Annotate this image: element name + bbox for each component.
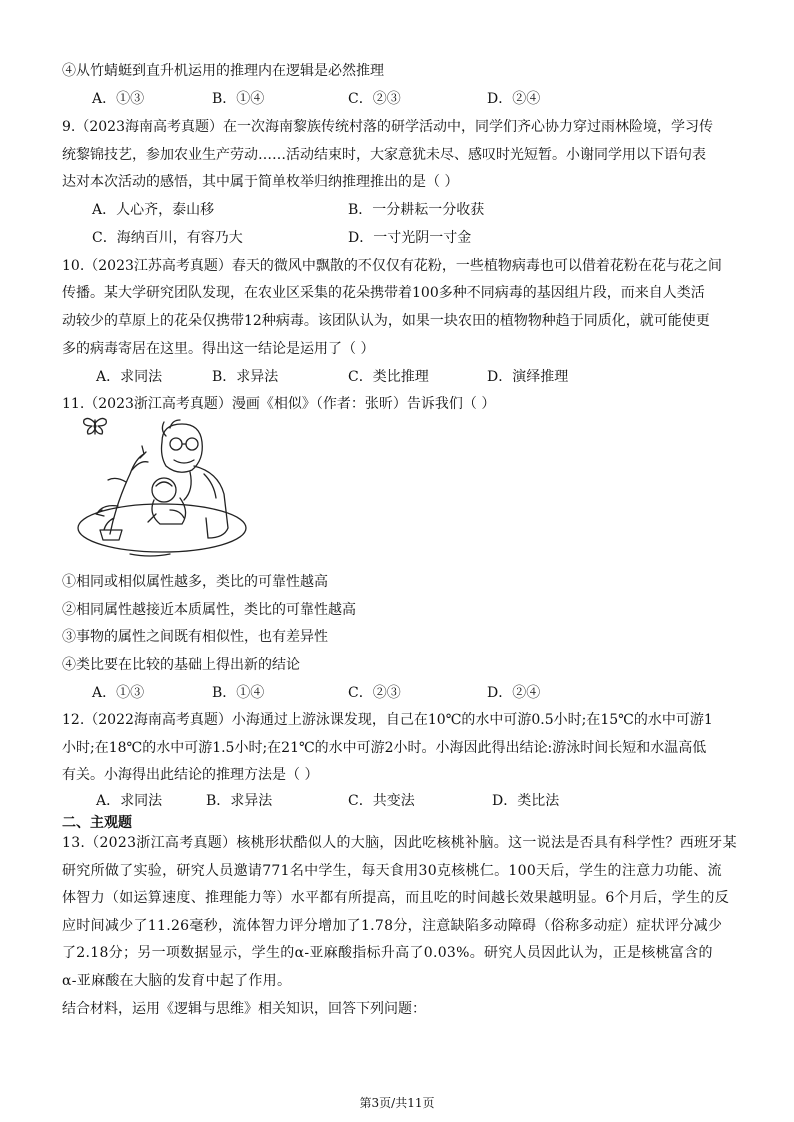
q12-option-c: C．共变法 [348, 793, 415, 809]
q10-text-line: 动较少的草原上的花朵仅携带12种病毒。该团队认为，如果一块农田的植物物种趋于同质化，就可能使更 [62, 313, 710, 329]
q13-text-line: α-亚麻酸在大脑的发育中起了作用。 [62, 973, 292, 989]
q13-text-line: 了2.18分；另一项数据显示，学生的α-亚麻酸指标升高了0.03%。研究人员因此认为，正是核桃富含的 [62, 945, 713, 961]
q8-option-a: A．①③ [92, 91, 145, 107]
q10-option-a: A．求同法 [96, 369, 163, 385]
q12-option-b: B．求异法 [206, 793, 273, 809]
q9-text-line: 统黎锦技艺，参加农业生产劳动……活动结束时，大家意犹未尽、感叹时光短暂。小谢同学用以下语句表 [62, 147, 706, 163]
q8-option-c: C．②③ [348, 91, 401, 107]
q9-option-c: C．海纳百川，有容乃大 [92, 230, 243, 246]
q11-statement-4: ④类比要在比较的基础上得出新的结论 [62, 657, 300, 673]
q10-text-line: 多的病毒寄居在这里。得出这一结论是运用了（ ） [62, 341, 375, 357]
butterfly-icon [84, 418, 107, 434]
q10-option-c: C．类比推理 [348, 369, 429, 385]
section-heading: 二、主观题 [62, 815, 132, 831]
q13-text-line: 13.（2023浙江高考真题）核桃形状酷似人的大脑，因此吃核桃补脑。这一说法是否具有科学性？西班牙某 [62, 835, 737, 851]
q8-option-b: B．①④ [212, 91, 265, 107]
q12-option-d: D．类比法 [492, 793, 560, 809]
q8-statement-4: ④从竹蜻蜓到直升机运用的推理内在逻辑是必然推理 [62, 63, 384, 79]
q10-option-b: B．求异法 [212, 369, 279, 385]
cartoon-illustration [70, 414, 250, 560]
q10-text-line: 10.（2023江苏高考真题）春天的微风中飘散的不仅仅有花粉，一些植物病毒也可以借着花粉在花与花之间 [62, 258, 722, 274]
q9-option-d: D．一寸光阴一寸金 [348, 230, 472, 246]
q11-statement-2: ②相同属性越接近本质属性，类比的可靠性越高 [62, 602, 356, 618]
q11-statement-1: ①相同或相似属性越多，类比的可靠性越高 [62, 574, 328, 590]
q11-statement-3: ③事物的属性之间既有相似性，也有差异性 [62, 629, 328, 645]
q9-text-line: 达对本次活动的感悟，其中属于简单枚举归纳推理推出的是（ ） [62, 174, 459, 190]
q11-text-line: 11.（2023浙江高考真题）漫画《相似》（作者：张昕）告诉我们（ ） [62, 396, 496, 412]
q13-text-line: 体智力（如运算速度、推理能力等）水平都有所提高，而且吃的时间越长效果越明显。6个月后，学生的反 [62, 890, 730, 906]
q11-option-d: D．②④ [487, 685, 541, 701]
q13-text-line: 研究所做了实验，研究人员邀请771名中学生，每天食用30克核桃仁。100天后，学生的注意力功能、流 [62, 863, 722, 879]
q8-option-d: D．②④ [487, 91, 541, 107]
q12-text-line: 有关。小海得出此结论的推理方法是（ ） [62, 767, 319, 783]
q13-instruction: 结合材料，运用《逻辑与思维》相关知识，回答下列问题： [62, 1001, 426, 1017]
q12-text-line: 小时;在18℃的水中可游1.5小时;在21℃的水中可游2小时。小海因此得出结论:游泳时间长短和水温高低 [62, 740, 707, 756]
q10-text-line: 传播。某大学研究团队发现，在农业区采集的花朵携带着100多种不同病毒的基因组片段，而来自人类活 [62, 285, 705, 301]
q12-option-a: A．求同法 [96, 793, 163, 809]
q11-option-c: C．②③ [348, 685, 401, 701]
q9-option-a: A．人心齐，泰山移 [92, 202, 215, 218]
q13-text-line: 应时间减少了11.26毫秒，流体智力评分增加了1.78分，注意缺陷多动障碍（俗称多动症）症状评分减少 [62, 918, 723, 934]
q9-option-b: B．一分耕耘一分收获 [348, 202, 485, 218]
page-number: 第3页/共11页 [359, 1096, 435, 1110]
q12-text-line: 12.（2022海南高考真题）小海通过上游泳课发现，自己在10℃的水中可游0.5小时;在15℃的水中可游1 [62, 712, 713, 728]
q11-option-a: A．①③ [92, 685, 145, 701]
q10-option-d: D．演绎推理 [487, 369, 569, 385]
q9-text-line: 9.（2023海南高考真题）在一次海南黎族传统村落的研学活动中，同学们齐心协力穿过雨林险境，学习传 [62, 119, 713, 135]
q11-option-b: B．①④ [212, 685, 265, 701]
